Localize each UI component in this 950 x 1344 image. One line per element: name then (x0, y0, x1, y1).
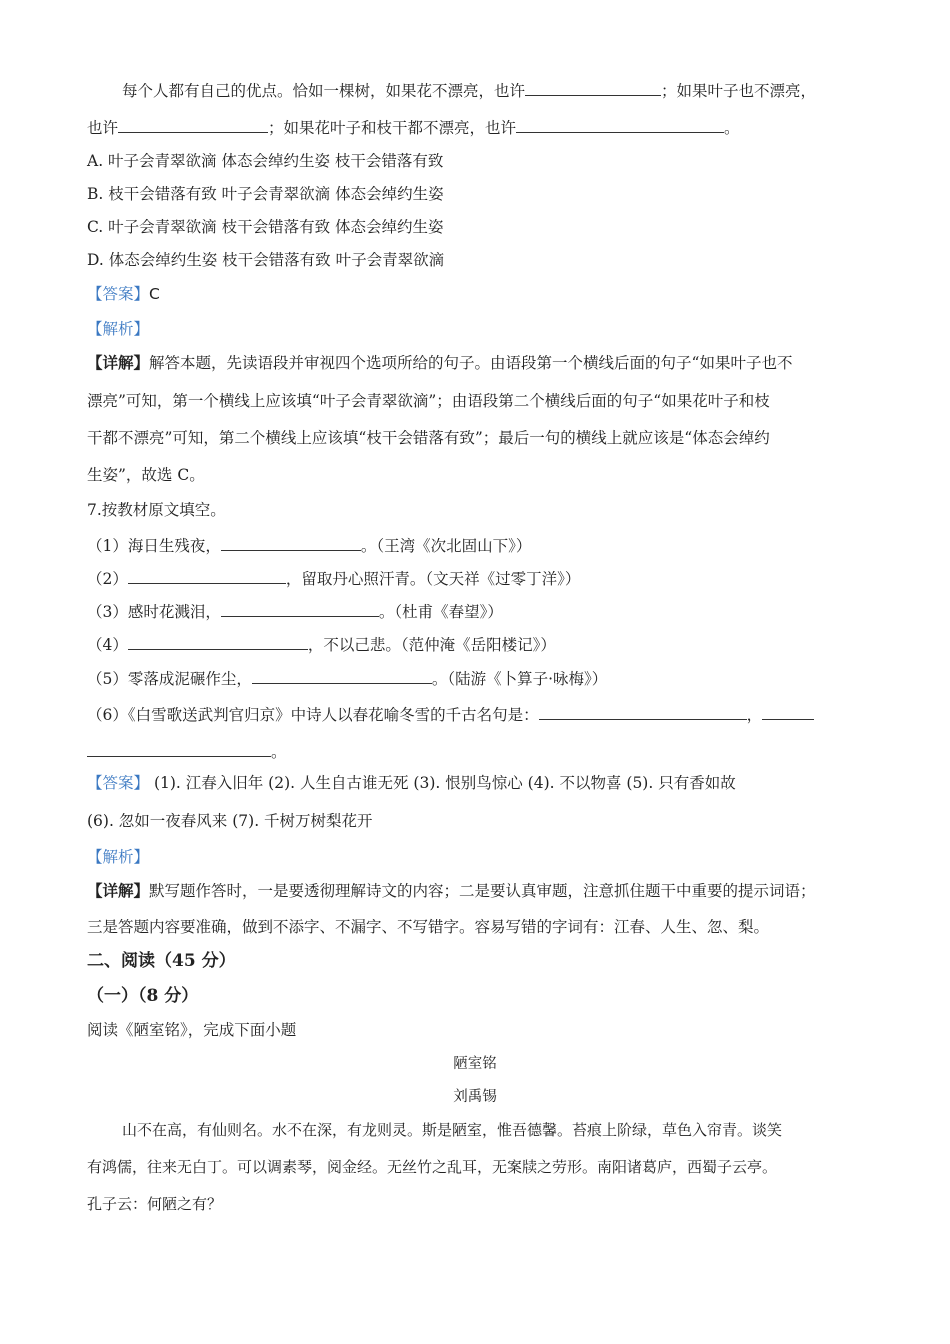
item-text: ，不以己悲。（范仲淹《岳阳楼记》） (307, 636, 556, 654)
item-text: （3）感时花溅泪， (87, 603, 221, 621)
answer-tag: 【答案】 (87, 285, 150, 303)
fill-blank[interactable] (118, 118, 268, 133)
fill-blank[interactable] (762, 705, 814, 720)
detail-tag: 【详解】 (87, 881, 150, 900)
q7-detail-line1 (87, 880, 816, 902)
q7-item-6 (87, 704, 814, 726)
q6-detail-line3: 干都不漂亮”可知，第二个横线上应该填“枝干会错落有致”；最后一句的横线上就应该是“体态会绰约 (87, 429, 770, 447)
q7-item-3 (87, 601, 503, 623)
item-text: （1）海日生残夜， (87, 537, 221, 555)
fill-blank[interactable] (252, 669, 432, 684)
q7-analysis-tag: 【解析】 (87, 848, 150, 866)
q6-option-d: D. 体态会绰约生姿 枝干会错落有致 叶子会青翠欲滴 (87, 251, 445, 269)
detail-text: 解答本题，先读语段并审视四个选项所给的句子。由语段第一个横线后面的句子“如果叶子也不 (149, 354, 793, 372)
q6-detail-line2: 漂亮”可知，第一个横线上应该填“叶子会青翠欲滴”；由语段第二个横线后面的句子“如果花叶子和枝 (87, 392, 770, 410)
reading-instruction: 阅读《陋室铭》，完成下面小题 (87, 1021, 297, 1039)
q6-analysis-tag: 【解析】 (87, 320, 150, 338)
q6-stem-text: ；如果叶子也不漂亮， (661, 82, 817, 100)
q6-option-b: B. 枝干会错落有致 叶子会青翠欲滴 体态会绰约生姿 (87, 185, 444, 203)
answer-value: C (149, 285, 160, 303)
fill-blank[interactable] (221, 536, 361, 551)
poem-author: 刘禹锡 (453, 1089, 497, 1105)
passage-line3: 孔子云：何陋之有？ (87, 1195, 223, 1213)
q6-stem-text: 也许 (87, 119, 119, 137)
q6-stem-line1 (122, 80, 816, 102)
section-title: 二、阅读（45 分） (87, 951, 236, 971)
passage-line1: 山不在高，有仙则名。水不在深，有龙则灵。斯是陋室，惟吾德馨。苔痕上阶绿，草色入帘青。谈笑 (122, 1121, 783, 1139)
item-text: 。（陆游《卜算子·咏梅》） (431, 670, 608, 688)
q7-item-4 (87, 634, 556, 656)
answer-tag: 【答案】 (87, 774, 150, 792)
q6-stem-text: 每个人都有自己的优点。恰如一棵树，如果花不漂亮，也许 (122, 82, 526, 100)
fill-blank[interactable] (539, 705, 747, 720)
item-text: 。 (271, 743, 287, 761)
item-text: ， (746, 706, 763, 724)
fill-blank[interactable] (525, 81, 661, 96)
q6-option-a: A. 叶子会青翠欲滴 体态会绰约生姿 枝干会错落有致 (87, 152, 444, 170)
subsection-title: （一）（8 分） (87, 986, 199, 1006)
fill-blank[interactable] (221, 602, 379, 617)
q6-stem-text: ；如果花叶子和枝干都不漂亮，也许 (268, 119, 517, 137)
item-text: （6）《白雪歌送武判官归京》中诗人以春花喻冬雪的千古名句是： (87, 706, 539, 724)
detail-text: 默写题作答时，一是要透彻理解诗文的内容；二是要认真审题，注意抓住题干中重要的提示词语； (149, 882, 816, 900)
q7-item-5 (87, 668, 607, 690)
q6-detail-line1 (87, 352, 792, 374)
fill-blank[interactable] (516, 118, 724, 133)
q7-answer-line1 (87, 772, 736, 794)
poem-title: 陋室铭 (453, 1056, 497, 1072)
q7-title: 7.按教材原文填空。 (87, 501, 226, 519)
passage-line2: 有鸿儒，往来无白丁。可以调素琴，阅金经。无丝竹之乱耳，无案牍之劳形。南阳诸葛庐，西蜀子云亭。 (87, 1158, 778, 1176)
item-text: 。（王湾《次北固山下》） (360, 537, 532, 555)
item-text: （5）零落成泥碾作尘， (87, 670, 252, 688)
q6-answer (87, 283, 160, 305)
q7-item-2 (87, 568, 580, 590)
item-text: （2） (87, 570, 128, 588)
q6-option-c: C. 叶子会青翠欲滴 枝干会错落有致 体态会绰约生姿 (87, 218, 444, 236)
fill-blank[interactable] (128, 569, 286, 584)
fill-blank[interactable] (87, 742, 271, 757)
q6-detail-line4: 生姿”，故选 C。 (87, 466, 205, 484)
item-text: （4） (87, 636, 128, 654)
q7-item-6-cont (87, 741, 287, 763)
fill-blank[interactable] (128, 635, 308, 650)
item-text: 。（杜甫《春望》） (378, 603, 503, 621)
q7-item-1 (87, 535, 531, 557)
item-text: ，留取丹心照汗青。（文天祥《过零丁洋》） (285, 570, 581, 588)
q6-stem-text: 。 (724, 119, 740, 137)
q7-detail-line2: 三是答题内容要准确，做到不添字、不漏字、不写错字。容易写错的字词有：江春、人生、忽、梨。 (87, 918, 770, 936)
q7-answer-line2: (6). 忽如一夜春风来 (7). 千树万树梨花开 (87, 812, 373, 830)
q6-stem-line2 (87, 117, 740, 139)
detail-tag: 【详解】 (87, 353, 150, 372)
answer-text: (1). 江春入旧年 (2). 人生自古谁无死 (3). 恨别鸟惊心 (4). 不以物喜 (5). 只有香如故 (149, 774, 736, 792)
